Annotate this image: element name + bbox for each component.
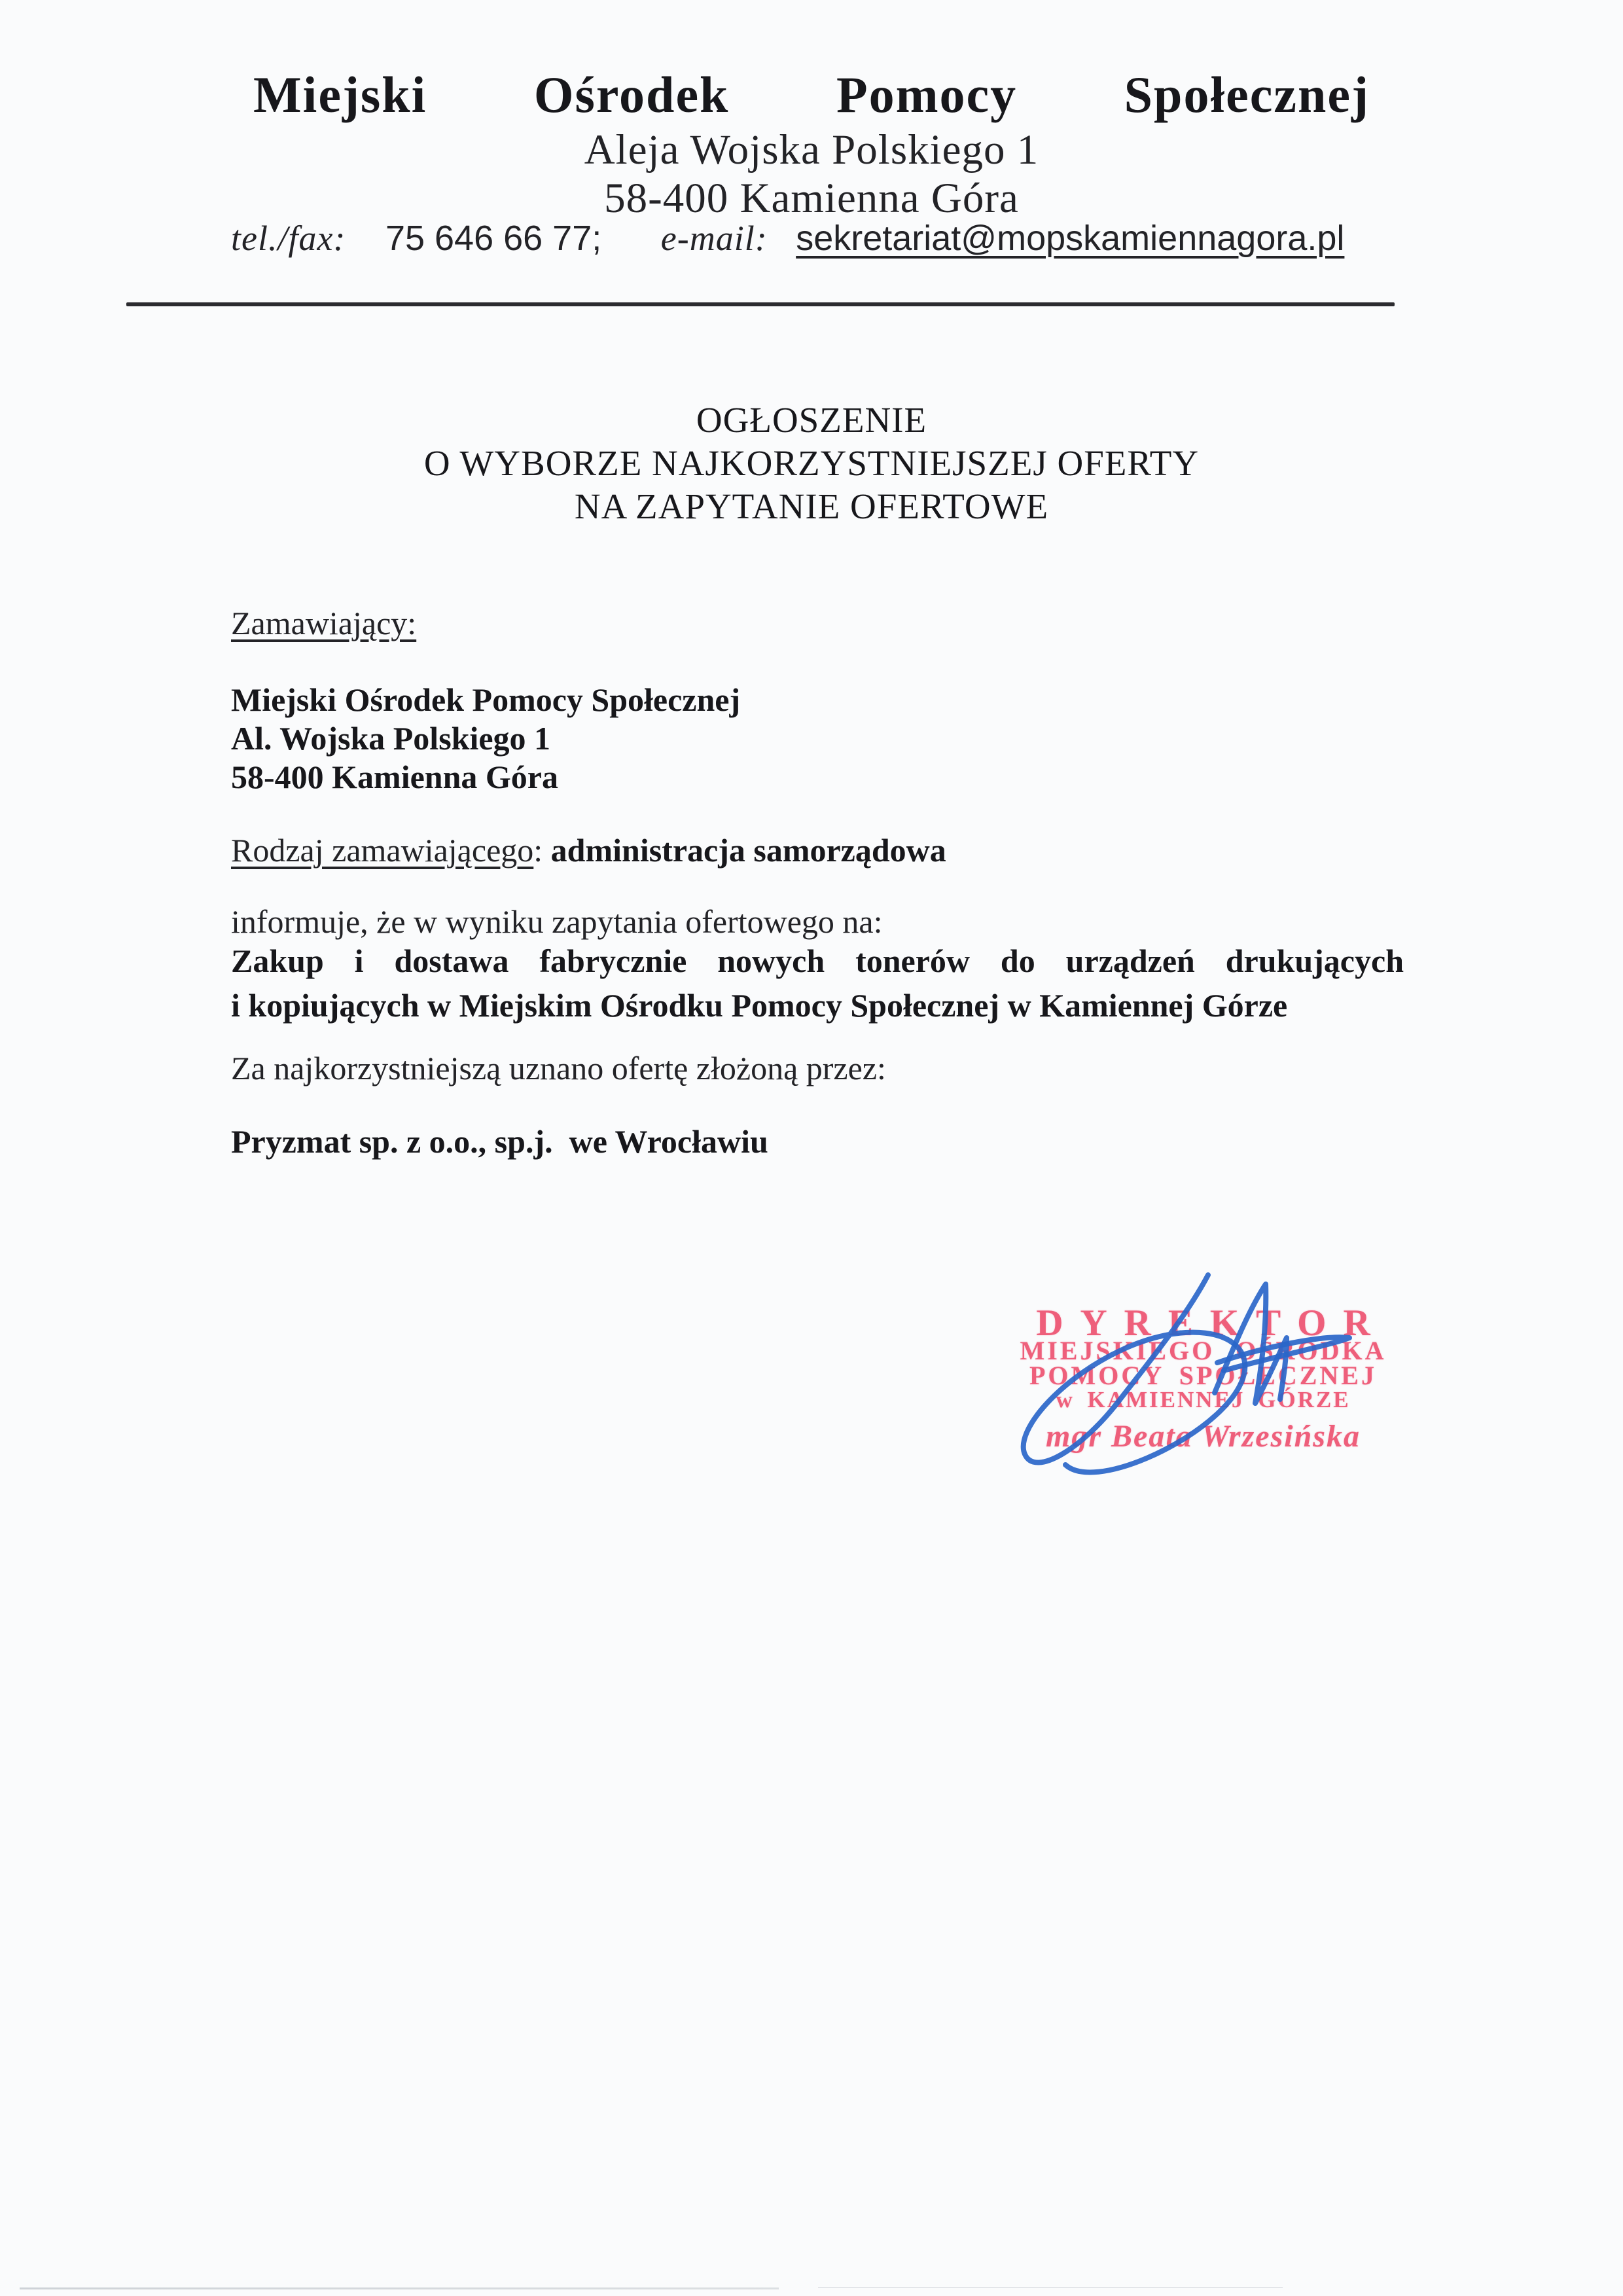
tel-fax-label: tel./fax: <box>231 219 346 258</box>
selected-company: Pryzmat sp. z o.o., sp.j. we Wrocławiu <box>231 1123 768 1160</box>
orderer-address-2: 58-400 Kamienna Góra <box>231 759 558 795</box>
email-label: e-mail: <box>660 219 768 258</box>
orderer-address-1: Al. Wojska Polskiego 1 <box>231 720 551 757</box>
selected-offer-intro: Za najkorzystniejszą uznano ofertę złożoną przez: <box>231 1050 886 1086</box>
stamp-line-dyrektor: DYREKTOR <box>1036 1302 1387 1344</box>
subject-line-2: i kopiujących w Miejskim Ośrodku Pomocy Społecznej w Kamiennej Górze <box>231 987 1288 1024</box>
subject-line-1: Zakup i dostawa fabrycznie nowych tonerów do urządzeń drukujących <box>231 942 1404 979</box>
informuje-line: informuje, że w wyniku zapytania ofertowego na: <box>231 903 883 940</box>
title-line-2: O WYBORZE NAJKORZYSTNIEJSZEJ OFERTY <box>423 443 1200 483</box>
title-line-1: OGŁOSZENIE <box>696 400 927 440</box>
rodzaj-label: Rodzaj zamawiającego <box>231 832 534 869</box>
stamp-line-w-kamiennej-gorze: w KAMIENNEJ GÓRZE <box>1056 1387 1351 1412</box>
scan-artifact-line-right <box>818 2287 1283 2288</box>
orderer-block <box>231 681 740 797</box>
letterhead-org-name: Miejski Ośrodek Pomocy Społecznej <box>253 66 1370 123</box>
rodzaj-colon: : <box>533 832 551 869</box>
zamawiajacy-heading <box>231 605 416 642</box>
zamawiajacy-label: Zamawiający: <box>231 605 417 641</box>
letterhead-contact-line <box>231 217 1344 259</box>
stamp-line-miejskiego-osrodka: MIEJSKIEGO OŚRODKA <box>1020 1336 1387 1365</box>
announcement-title <box>0 399 1623 528</box>
title-line-3: NA ZAPYTANIE OFERTOWE <box>574 486 1049 526</box>
rodzaj-value: administracja samorządowa <box>550 832 946 869</box>
rodzaj-line <box>231 832 946 869</box>
header-divider <box>126 302 1395 306</box>
email-value: sekretariat@mopskamiennagora.pl <box>796 219 1345 258</box>
letterhead-address-line-2: 58-400 Kamienna Góra <box>604 175 1019 222</box>
stamp-line-pomocy-spolecznej: POMOCY SPOŁECZNEJ <box>1029 1361 1377 1390</box>
tel-fax-value: 75 646 66 77; <box>385 219 602 258</box>
letterhead-address-line-1: Aleja Wojska Polskiego 1 <box>584 126 1039 173</box>
orderer-name: Miejski Ośrodek Pomocy Społecznej <box>231 681 741 718</box>
stamp-signer-name: mgr Beata Wrzesińska <box>1046 1419 1361 1454</box>
director-stamp <box>1018 1302 1388 1454</box>
scan-artifact-line-left <box>20 2287 779 2289</box>
